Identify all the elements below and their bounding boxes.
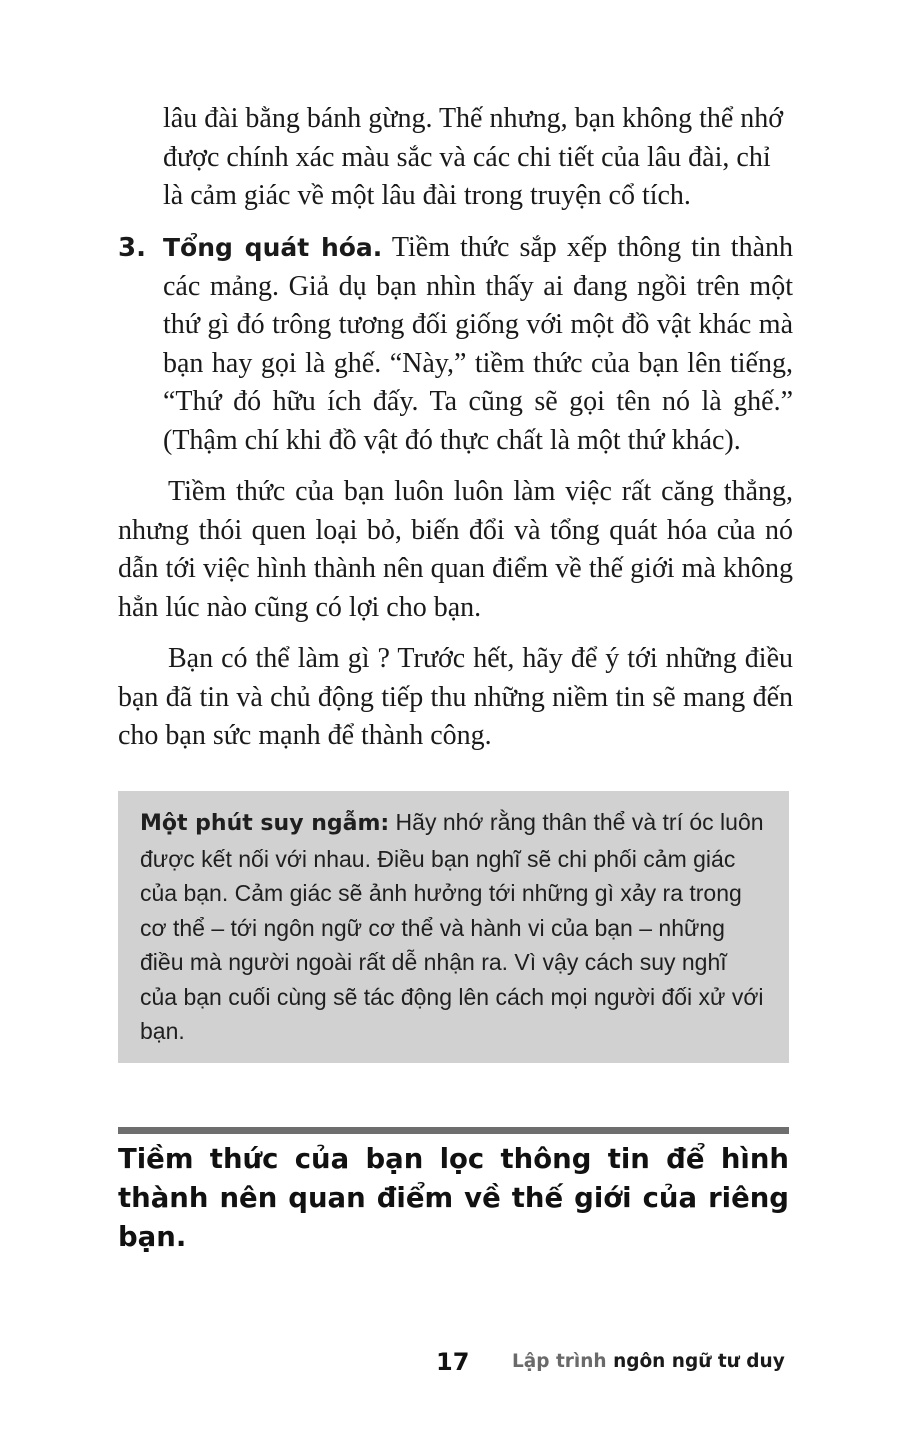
running-title (512, 1349, 785, 1375)
page-number: 17 (436, 1348, 470, 1376)
list-item-text: Tiềm thức sắp xếp thông tin thành các mảng. Giả dụ bạn nhìn thấy ai đang ngồi trên một thứ gì đó trông tương đối giống với một đồ vật khác mà bạn hay gọi là ghế. “Này,” tiềm thức của bạn lên tiếng, “Thứ đó hữu ích đấy. Ta cũng sẽ gọi tên nó là ghế.” (Thậm chí khi đồ vật đó thực chất là một thứ khác). (163, 232, 794, 456)
reflection-lead: Một phút suy ngẫm: (140, 811, 390, 836)
pull-quote: Tiềm thức của bạn lọc thông tin để hình thành nên quan điểm về thế giới của riêng bạn. (118, 1143, 789, 1253)
reflection-box (118, 791, 789, 1063)
divider-rule (118, 1127, 789, 1134)
page-footer (0, 1347, 910, 1377)
reflection-text (140, 805, 767, 1049)
body-paragraph-2: Bạn có thể làm gì ? Trước hết, hãy để ý tới những điều bạn đã tin và chủ động tiếp thu những niềm tin sẽ mang đến cho bạn sức mạnh để thành công. (118, 643, 793, 751)
list-item-body (163, 229, 793, 460)
continuation-paragraph: lâu đài bằng bánh gừng. Thế nhưng, bạn không thể nhớ được chính xác màu sắc và các chi tiết của lâu đài, chỉ là cảm giác về một lâu đài trong truyện cổ tích. (163, 103, 784, 211)
reflection-body: Hãy nhớ rằng thân thể và trí óc luôn được kết nối với nhau. Điều bạn nghĩ sẽ chi phối cảm giác của bạn. Cảm giác sẽ ảnh hưởng tới những gì xảy ra trong cơ thể – tới ngôn ngữ cơ thể và hành vi của bạn – những điều mà người ngoài rất dễ nhận ra. Vì vậy cách suy nghĩ của bạn cuối cùng sẽ tác động lên cách mọi người đối xử với bạn. (140, 809, 764, 1044)
running-title-part1: Lập trình (512, 1351, 607, 1372)
list-item-3 (118, 229, 793, 460)
body-paragraph-1: Tiềm thức của bạn luôn luôn làm việc rất căng thẳng, nhưng thói quen loại bỏ, biến đổi và tổng quát hóa của nó dẫn tới việc hình thành nên quan điểm về thế giới mà không hẳn lúc nào cũng có lợi cho bạn. (118, 476, 793, 623)
running-title-part2: ngôn ngữ tư duy (613, 1351, 785, 1372)
list-item-lead: Tổng quát hóa. (163, 233, 383, 262)
list-item-number: 3. (118, 233, 146, 263)
